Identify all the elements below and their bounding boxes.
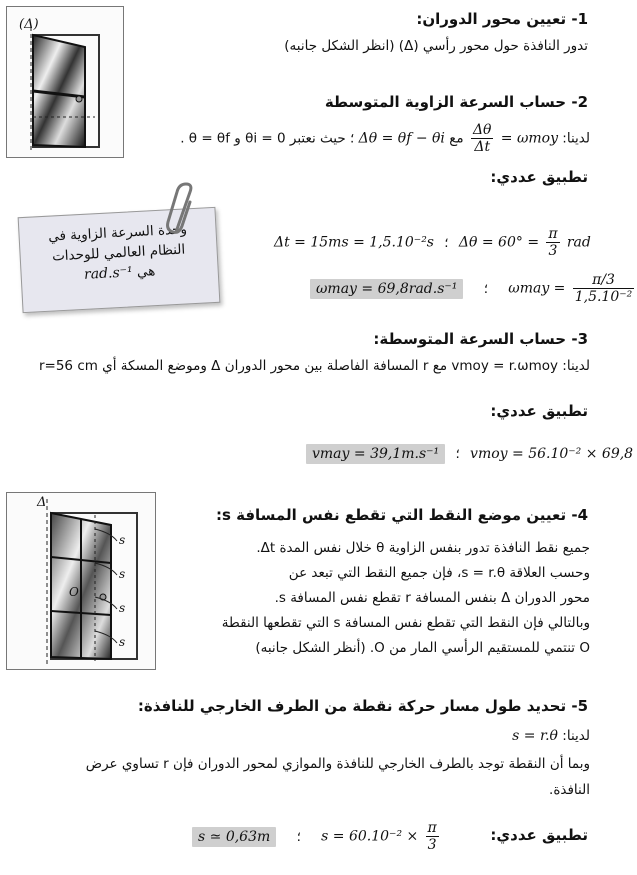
figure1-axis-label: (Δ) [19, 17, 39, 32]
section3-title: 3- حساب السرعة المتوسطة: [373, 330, 588, 348]
delta-t-line [274, 226, 591, 259]
section1-title: 1- تعيين محور الدوران: [416, 10, 588, 28]
omega-calc-den: 1,5.10⁻² [574, 289, 633, 305]
section5-formula-line [512, 728, 590, 744]
omega-lhs: ωmoy = [500, 130, 558, 147]
figure2-axis-label: Δ [37, 495, 47, 510]
figure-equal-distance [6, 492, 156, 670]
distance-pi-fraction [426, 820, 439, 853]
figure-window-axis [6, 6, 124, 158]
section3-app-title: تطبيق عددي: [490, 402, 588, 420]
omega-result-line [310, 272, 637, 305]
figure2-s-label-4: s [119, 635, 126, 649]
delta-theta-def: Δθ = θf − θi [358, 130, 445, 147]
omega-frac-den: Δt [474, 139, 491, 155]
delta-t-value: Δt = 15ms = 1,5.10⁻²s [274, 234, 434, 251]
omega-calc-fraction [573, 272, 635, 305]
section5-line2: النافذة. [549, 782, 590, 798]
section4-line4: وبالتالي فإن النقط التي تقطع نفس المسافة s التي تقطعها النقطة [221, 615, 590, 631]
paperclip-icon [166, 182, 200, 242]
distance-calc-lhs: s = 60.10⁻² × [321, 828, 419, 845]
figure2-s-label-2: s [119, 567, 126, 581]
rad-unit: rad [566, 234, 591, 251]
delta-theta-value-lhs: Δθ = 60° = [458, 234, 540, 251]
omega-result: ωmay = 69,8rad.s⁻¹ [310, 279, 463, 299]
distance-sep: ؛ [296, 828, 301, 845]
note-line2: النظام العالمي للوحدات [51, 241, 186, 265]
section5-app-title: تطبيق عددي: [490, 826, 588, 844]
section2-definition-line [180, 122, 590, 155]
omega-calc-num: π/3 [573, 272, 635, 289]
omega-frac-num: Δθ [472, 122, 492, 138]
pi-over-3-fraction [546, 226, 559, 259]
distance-result: s ≃ 0,63m [192, 827, 276, 847]
figure2-o-label: O [69, 585, 79, 599]
note-line3: هي [136, 263, 156, 281]
with-word: مع [449, 130, 464, 147]
velocity-result: vmay = 39,1m.s⁻¹ [306, 444, 445, 464]
note-line1: وحدة السرعة الزاوية في [47, 221, 188, 245]
delta-sep: ؛ [444, 234, 449, 251]
section1-text: تدور النافذة حول محور رأسي (Δ) (انظر الشكل جانبه) [284, 38, 588, 54]
section5-title: 5- تحديد طول مسار حركة نقطة من الطرف الخارجي للنافذة: [137, 697, 588, 715]
section2-lead: لدينا: [562, 130, 590, 147]
omega-fraction [471, 122, 494, 155]
note-unit: rad.s⁻¹ [83, 264, 134, 283]
section5-formula: s = r.θ [512, 728, 558, 744]
pi-num: π [548, 226, 558, 242]
velocity-sep: ؛ [455, 446, 460, 462]
pi-den: 3 [548, 243, 558, 259]
figure2-s-label-3: s [119, 601, 126, 615]
distance-pi-num: π [427, 820, 437, 836]
section4-line1: جميع نقط النافذة تدور بنفس الزاوية θ خلال نفس المدة Δt. [256, 540, 590, 556]
section4-line2: وحسب العلاقة s = r.θ، فإن جميع النقط التي تبعد عن [288, 565, 590, 581]
section4-line5: O تنتمي للمستقيم الرأسي المار من O. (أنظر الشكل جانبه) [255, 640, 590, 656]
distance-pi-den: 3 [427, 837, 437, 853]
distance-result-line [192, 820, 442, 853]
omega-calc-lhs: ωmay = [508, 280, 566, 297]
section4-line3: محور الدوران Δ بنفس المسافة r تقطع نفس المسافة s. [274, 590, 590, 606]
section4-title: 4- تعيين موضع النقط التي تقطع نفس المسافة s: [215, 506, 588, 524]
section5-lead: لدينا: [562, 728, 590, 744]
velocity-result-line [306, 446, 633, 462]
section2-app-title: تطبيق عددي: [490, 168, 588, 186]
equal-distance-illustration [7, 493, 155, 669]
consider-text: ؛ حيث نعتبر 0 = θi و θ = θf . [180, 130, 355, 147]
section2-title: 2- حساب السرعة الزاوية المتوسطة [324, 93, 588, 111]
omega-sep: ؛ [483, 280, 488, 297]
section4-body [140, 536, 590, 661]
section5-line1: وبما أن النقطة توجد بالطرف الخارجي للنافذة والموازي لمحور الدوران فإن r تساوي عرض [85, 756, 590, 772]
figure2-s-label-1: s [119, 533, 126, 547]
velocity-calc: vmoy = 56.10⁻² × 69,8 [470, 446, 634, 462]
section3-text: لدينا: vmoy = r.ωmoy مع r المسافة الفاصلة بين محور الدوران Δ وموضع المسكة أي r=56 cm [38, 358, 590, 374]
